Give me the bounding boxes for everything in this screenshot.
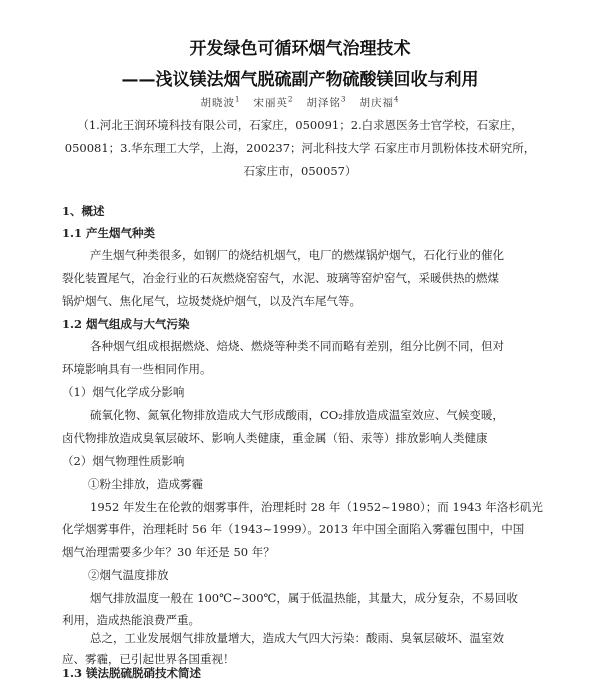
paragraph-line: 裂化装置尾气，冶金行业的石灰燃烧窑窑气，水泥、玻璃等窑炉窑气，采暖供热的燃煤 [62,271,499,285]
paper-title: 开发绿色可循环烟气治理技术 [189,39,411,59]
paragraph-line: 硫氧化物、氮氧化物排放造成大气形成酸雨，CO₂排放造成温室效应、气候变暖， [90,408,504,422]
paragraph-line: 应、雾霾，已引起世界各国重视！ [62,652,235,666]
paragraph-line: 1952 年发生在伦敦的烟雾事件，治理耗时 28 年（1952~1980）；而 1943 年洛杉矶光 [90,500,543,514]
author-affil-mark: 3 [341,95,347,104]
author-affil-mark: 4 [393,95,400,104]
subsection-heading: （1）烟气化学成分影响 [62,385,185,399]
author-name: 胡晓波 [200,97,236,109]
paragraph-line: 卤代物排放造成臭氧层破坏、影响人类健康，重金属（铅、汞等）排放影响人类健康 [62,431,488,445]
author-name: 宋丽英 [253,97,289,109]
list-item-heading: ②烟气温度排放 [88,568,169,582]
author-list [0,95,600,110]
section-heading: 1.1 产生烟气种类 [62,226,156,240]
section-heading: 1.3 镁法脱硫脱硝技术简述 [62,666,202,680]
affiliation-line: 石家庄市，050057） [243,164,357,178]
author-name: 胡庆福 [359,97,394,109]
paragraph-line: 环境影响具有一些相同作用。 [62,362,212,376]
paragraph-line: 各种烟气组成根据燃烧、焙烧、燃烧等种类不同而略有差别，组分比例不同，但对 [90,339,504,353]
paragraph-line: 化学烟雾事件，治理耗时 56 年（1943~1999）。2013 年中国全面陷入雾霾包围中，中国 [62,522,525,536]
paragraph-line: 烟气排放温度一般在 100℃~300℃，属于低温热能，其量大，成分复杂，不易回收 [90,591,518,605]
paragraph-line: 利用，造成热能浪费严重。 [62,613,200,627]
paragraph-line: 产生烟气种类很多，如钢厂的烧结机烟气，电厂的燃煤锅炉烟气，石化行业的催化 [90,248,504,262]
affiliation-line: 050081；3.华东理工大学，上海，200237；河北科技大学 石家庄市月凯粉体技术研究所， [64,141,536,155]
section-heading: 1、概述 [62,204,105,218]
author-affil-mark: 2 [288,95,294,104]
author-name: 胡泽铭 [306,97,341,109]
affiliation-line: （1.河北王润环境科技有限公司，石家庄，050091；2.白求恩医务士官学校，石家庄， [77,118,523,132]
paragraph-line: 烟气治理需要多少年？30 年还是 50 年？ [62,545,275,559]
subsection-heading: （2）烟气物理性质影响 [62,454,185,468]
paragraph-line: 锅炉烟气、焦化尾气，垃圾焚烧炉烟气，以及汽车尾气等。 [62,294,361,308]
paragraph-line: 总之，工业发展烟气排放量增大，造成大气四大污染：酸雨、臭氧层破坏、温室效 [90,631,504,645]
author-affil-mark: 1 [235,95,241,104]
list-item-heading: ①粉尘排放，造成雾霾 [88,477,203,491]
paper-subtitle: ——浅议镁法烟气脱硫副产物硫酸镁回收与利用 [121,70,479,90]
section-heading: 1.2 烟气组成与大气污染 [62,317,190,331]
